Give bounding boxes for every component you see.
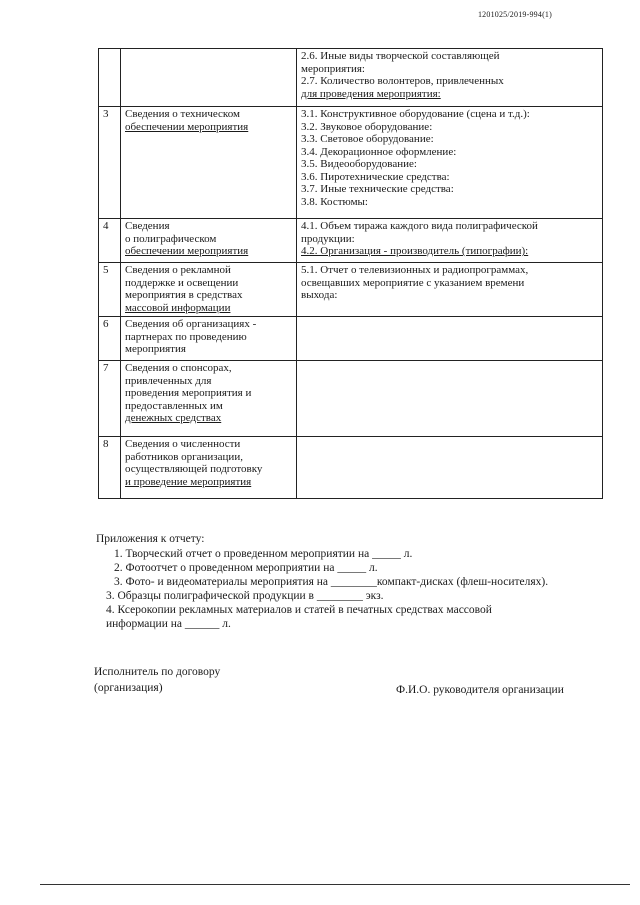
details-line: 3.5. Видеооборудование:	[301, 158, 417, 170]
attachment-item: 2. Фотоотчет о проведенном мероприятии на _____ л.	[114, 562, 378, 574]
section-line: Сведения	[125, 220, 170, 232]
row-number	[99, 49, 121, 107]
details-cell	[297, 49, 603, 107]
attachments-title: Приложения к отчету:	[96, 533, 205, 545]
table-row	[99, 219, 603, 263]
section-line: обеспечении мероприятия	[125, 120, 249, 133]
section-cell	[121, 107, 297, 219]
details-line: 2.7. Количество волонтеров, привлеченных	[301, 75, 504, 87]
section-line: Сведения о техническом	[125, 108, 240, 120]
details-line: 3.7. Иные технические средства:	[301, 183, 454, 195]
details-cell	[297, 219, 603, 263]
section-line: предоставленных им	[125, 399, 223, 412]
details-line: мероприятия:	[301, 62, 365, 75]
attachments-block	[96, 532, 548, 631]
attachment-item: информации на ______ л.	[106, 618, 231, 630]
table-row	[99, 49, 603, 107]
section-line: партнерах по проведению	[125, 330, 247, 343]
details-cell	[297, 263, 603, 317]
section-line: массовой информации	[125, 301, 231, 314]
details-line: 3.4. Декорационное оформление:	[301, 145, 457, 158]
section-line: поддержке и освещении	[125, 276, 239, 289]
row-number: 5	[99, 263, 121, 317]
details-line: для проведения мероприятия:	[301, 87, 441, 100]
attachment-item: 4. Ксерокопии рекламных материалов и статей в печатных средствах массовой	[106, 604, 492, 616]
section-line: Сведения о рекламной	[125, 264, 231, 276]
details-line: 3.3. Световое оборудование:	[301, 133, 434, 145]
section-cell	[121, 317, 297, 361]
details-cell	[297, 361, 603, 437]
table-row	[99, 437, 603, 499]
section-line: обеспечении мероприятия	[125, 245, 249, 257]
attachment-item: 3. Образцы полиграфической продукции в ________ экз.	[106, 590, 384, 602]
row-number: 7	[99, 361, 121, 437]
section-line: Сведения о спонсорах,	[125, 362, 232, 374]
row-number: 6	[99, 317, 121, 361]
section-cell	[121, 219, 297, 263]
attachment-item: 3. Фото- и видеоматериалы мероприятия на ________компакт-дисках (флеш-носителях).	[114, 576, 549, 588]
table-row	[99, 107, 603, 219]
row-number: 3	[99, 107, 121, 219]
section-line: мероприятия в средствах	[125, 289, 243, 301]
table-row	[99, 317, 603, 361]
details-line: 3.8. Костюмы:	[301, 195, 368, 208]
table-row	[99, 361, 603, 437]
details-cell	[297, 107, 603, 219]
details-line: 3.2. Звуковое оборудование:	[301, 120, 433, 133]
head-name-label: Ф.И.О. руководителя организации	[396, 684, 564, 696]
details-cell	[297, 317, 603, 361]
section-line: работников организации,	[125, 450, 243, 463]
page-bottom-rule	[40, 884, 630, 885]
section-line: денежных средствах	[125, 412, 222, 424]
details-line: 3.1. Конструктивное оборудование (сцена и т.д.):	[301, 108, 530, 120]
section-cell	[121, 263, 297, 317]
details-line: 3.6. Пиротехнические средства:	[301, 170, 450, 183]
executor-label: Исполнитель по договору	[94, 666, 221, 678]
section-cell	[121, 49, 297, 107]
attachment-item: 1. Творческий отчет о проведенном мероприятии на _____ л.	[114, 548, 413, 560]
row-number: 4	[99, 219, 121, 263]
table-row	[99, 263, 603, 317]
details-line: 4.1. Объем тиража каждого вида полиграфической	[301, 220, 538, 232]
details-line: 2.6. Иные виды творческой составляющей	[301, 50, 500, 62]
organization-label: (организация)	[94, 682, 163, 694]
section-cell	[121, 361, 297, 437]
executor-signature-block	[94, 664, 220, 696]
document-id: 1201025/2019-994(1)	[477, 10, 552, 19]
section-line: о полиграфическом	[125, 232, 217, 245]
section-line: Сведения об организациях -	[125, 318, 257, 330]
details-line: продукции:	[301, 232, 355, 245]
section-line: осуществляющей подготовку	[125, 463, 263, 475]
section-line: мероприятия	[125, 343, 186, 355]
details-line: 4.2. Организация - производитель (типографии):	[301, 245, 529, 257]
details-line: выхода:	[301, 289, 338, 301]
section-line: проведения мероприятия и	[125, 387, 252, 399]
section-line: Сведения о численности	[125, 438, 241, 450]
row-number: 8	[99, 437, 121, 499]
section-line: привлеченных для	[125, 374, 212, 387]
section-cell	[121, 437, 297, 499]
section-line: и проведение мероприятия	[125, 475, 252, 488]
details-line: освещавших мероприятие с указанием времени	[301, 276, 525, 289]
details-cell	[297, 437, 603, 499]
details-line: 5.1. Отчет о телевизионных и радиопрограммах,	[301, 264, 529, 276]
report-table	[98, 48, 603, 499]
